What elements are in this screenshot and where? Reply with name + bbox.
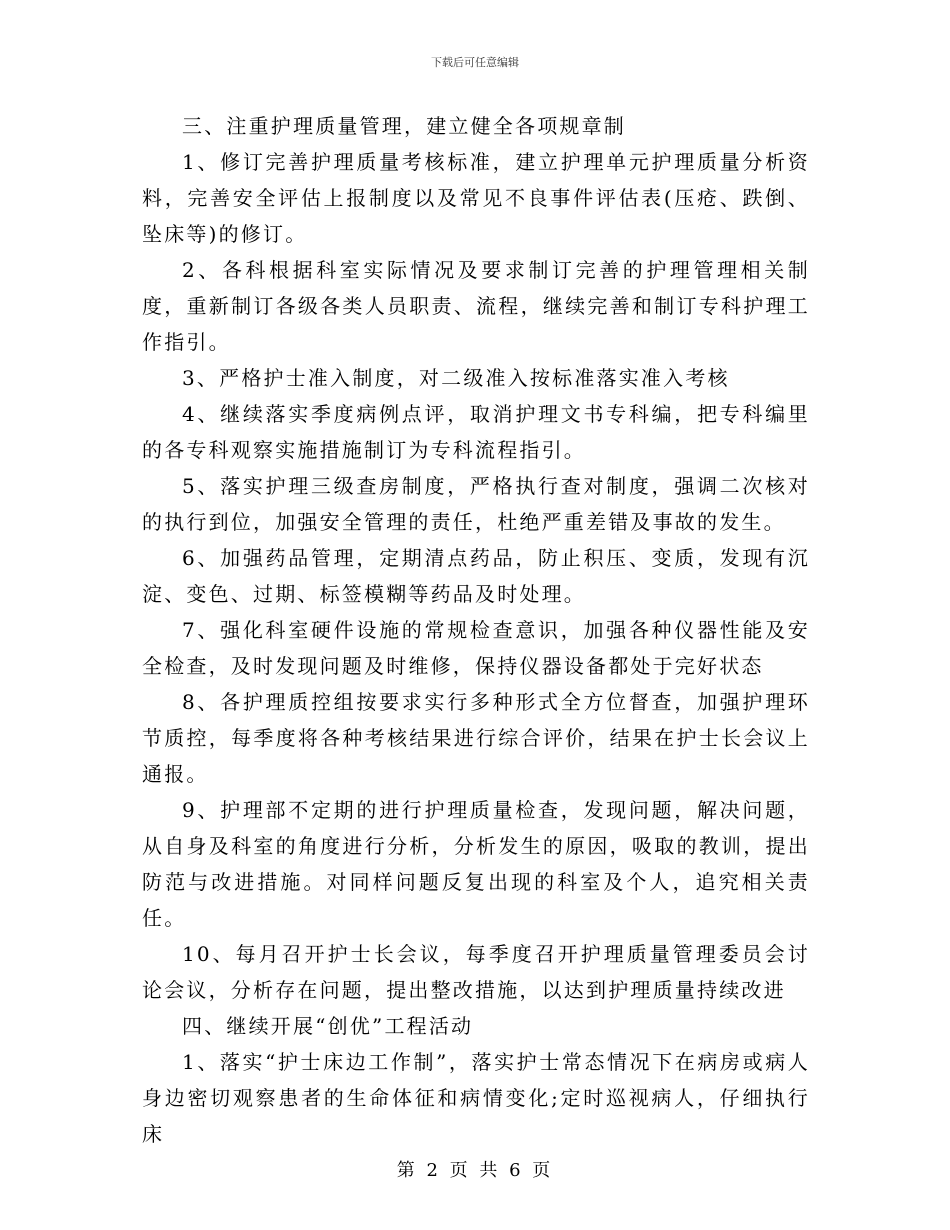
paragraph-item-3: 3、严格护士准入制度，对二级准入按标准落实准入考核 (182, 366, 730, 390)
paragraph-item-10: 10、每月召开护士长会议，每季度召开护理质量管理委员会讨论会议，分析存在问题，提出整改措施，以达到护理质量持续改进 (142, 942, 810, 1002)
document-body (142, 108, 810, 1152)
paragraph-item-2: 2、各科根据科室实际情况及要求制订完善的护理管理相关制度，重新制订各级各类人员职责、流程，继续完善和制订专科护理工作指引。 (142, 258, 810, 354)
page-number: 第 2 页 共 6 页 (396, 1160, 554, 1181)
section-heading-3: 三、注重护理质量管理，建立健全各项规章制 (182, 114, 626, 138)
paragraph-item-7: 7、强化科室硬件设施的常规检查意识，加强各种仪器性能及安全检查，及时发现问题及时维修，保持仪器设备都处于完好状态 (142, 618, 810, 678)
section-heading-4: 四、继续开展“创优”工程活动 (182, 1014, 474, 1038)
paragraph-item-5: 5、落实护理三级查房制度，严格执行查对制度，强调二次核对的执行到位，加强安全管理的责任，杜绝严重差错及事故的发生。 (142, 474, 810, 534)
paragraph-item-4: 4、继续落实季度病例点评，取消护理文书专科编，把专科编里的各专科观察实施措施制订为专科流程指引。 (142, 402, 810, 462)
paragraph-item-1: 1、修订完善护理质量考核标准，建立护理单元护理质量分析资料，完善安全评估上报制度以及常见不良事件评估表(压疮、跌倒、坠床等)的修订。 (142, 150, 810, 246)
page-header: 下载后可任意编辑 (431, 56, 519, 69)
paragraph-item-4-1: 1、落实“护士床边工作制”，落实护士常态情况下在病房或病人身边密切观察患者的生命体征和病情变化;定时巡视病人，仔细执行床 (142, 1050, 810, 1146)
paragraph-item-9: 9、护理部不定期的进行护理质量检查，发现问题，解决问题，从自身及科室的角度进行分析，分析发生的原因，吸取的教训，提出防范与改进措施。对同样问题反复出现的科室及个人，追究相关责任。 (142, 798, 810, 930)
paragraph-item-6: 6、加强药品管理，定期清点药品，防止积压、变质，发现有沉淀、变色、过期、标签模糊等药品及时处理。 (142, 546, 810, 606)
paragraph-item-8: 8、各护理质控组按要求实行多种形式全方位督查，加强护理环节质控，每季度将各种考核结果进行综合评价，结果在护士长会议上通报。 (142, 690, 810, 786)
